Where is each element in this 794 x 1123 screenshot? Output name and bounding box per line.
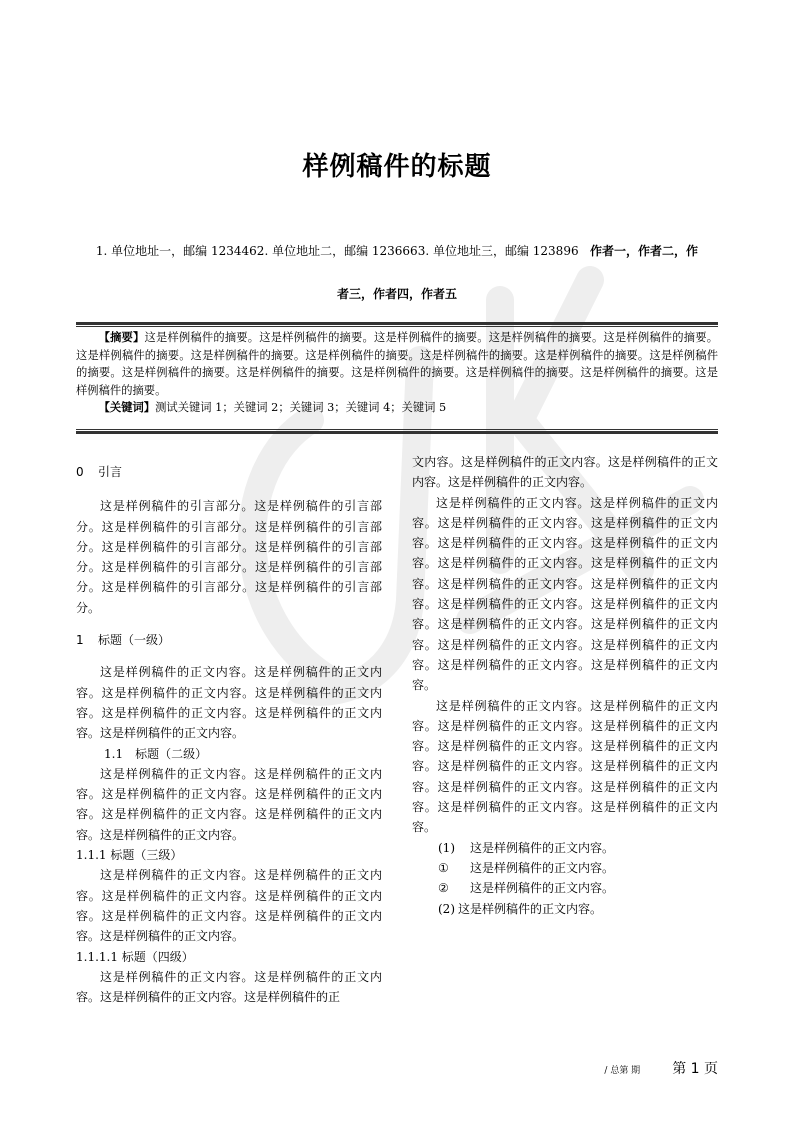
heading-number: 1 [76, 633, 84, 648]
affiliations: 1. 单位地址一，邮编 1234462. 单位地址二，邮编 1236663. 单位地址三，邮编 123896 [95, 244, 579, 258]
intro-paragraph: 这是样例稿件的引言部分。这是样例稿件的引言部分。这是样例稿件的引言部分。这是样例稿件的引言部分。这是样例稿件的引言部分。这是样例稿件的引言部分。这是样例稿件的引言部分。这是样例稿件的引言部分。这是样例稿件的引言部分。这是样例稿件的引言部分。 [76, 499, 382, 615]
heading-level-2: 1.1 标题（二级） [104, 746, 208, 761]
keywords-paragraph [76, 399, 718, 417]
heading-text: 引言 [98, 465, 123, 479]
list-marker: (2) [438, 901, 455, 916]
list-text: 这是样例稿件的正文内容。 [470, 881, 615, 896]
list-text: 这是样例稿件的正文内容。 [458, 901, 603, 916]
page-footer [604, 1058, 718, 1078]
abstract-paragraph [76, 329, 718, 399]
abstract-text: 这是样例稿件的摘要。这是样例稿件的摘要。这是样例稿件的摘要。这是样例稿件的摘要。这是样例稿件的摘要。这是样例稿件的摘要。这是样例稿件的摘要。这是样例稿件的摘要。这是样例稿件的摘要。这是样例稿件的摘要。这是样例稿件的摘要。这是样例稿件的摘要。这是样例稿件的摘要。这是样例稿件的摘要。这是样例稿件的摘要。这是样例稿件的摘要。这是样例稿件的摘要。 [76, 331, 718, 397]
heading-level-3: 1.1.1 标题（三级） [76, 848, 183, 863]
authors-line-1: 作者一，作者二，作 [590, 244, 699, 258]
heading-level-4: 1.1.1.1 标题（四级） [76, 949, 194, 964]
body-paragraph: 这是样例稿件的正文内容。这是样例稿件的正文内容。这是样例稿件的正文内容。这是样例稿件的正文内容。这是样例稿件的正文内容。这是样例稿件的正文内容。这是样例稿件的正文内容。这是样例稿件的正文内容。这是样例稿件的正文内容。这是样例稿件的正文内容。这是样例稿件的正文内容。这是样例稿件的正文内容。这是样例稿件的正文内容。这是样例稿件的正文内容。这是样例稿件的正文内容。这是样例稿件的正文内容。这是样例稿件的正文内容。这是样例稿件的正文内容。 [412, 495, 718, 693]
list-text: 这是样例稿件的正文内容。 [470, 840, 615, 855]
abstract-label: 【摘要】 [98, 331, 145, 344]
issue-info: / 总第 期 [604, 1066, 641, 1076]
authors-line-2: 者三，作者四，作者五 [336, 287, 457, 301]
list-marker: ① [438, 860, 449, 875]
list-item [412, 858, 718, 878]
body-paragraph: 这是样例稿件的正文内容。这是样例稿件的正文内容。这是样例稿件的正文内容。这是样例稿件的正 [76, 969, 382, 1005]
heading-number: 0 [76, 465, 84, 479]
list-item [412, 878, 718, 898]
left-column [76, 462, 382, 1007]
abstract-block [76, 329, 718, 417]
right-column [412, 452, 718, 919]
list-text: 这是样例稿件的正文内容。 [470, 860, 615, 875]
body-paragraph-continued: 文内容。这是样例稿件的正文内容。这是样例稿件的正文内容。这是样例稿件的正文内容。 [412, 455, 718, 490]
body-paragraph: 这是样例稿件的正文内容。这是样例稿件的正文内容。这是样例稿件的正文内容。这是样例稿件的正文内容。这是样例稿件的正文内容。这是样例稿件的正文内容。这是样例稿件的正文内容。这是样例稿件的正文内容。这是样例稿件的正文内容。这是样例稿件的正文内容。这是样例稿件的正文内容。这是样例稿件的正文内容。 [412, 698, 718, 835]
body-paragraph: 这是样例稿件的正文内容。这是样例稿件的正文内容。这是样例稿件的正文内容。这是样例稿件的正文内容。这是样例稿件的正文内容。这是样例稿件的正文内容。这是样例稿件的正文内容。 [76, 766, 382, 842]
list-marker: ② [438, 881, 449, 896]
heading-text: 标题（一级） [98, 633, 171, 648]
abstract-bottom-rule [76, 431, 718, 434]
affiliation-block [76, 230, 718, 316]
abstract-bottom-rule-thin [76, 429, 718, 430]
abstract-top-rule [76, 322, 718, 325]
list-item [412, 838, 718, 858]
heading-introduction [76, 462, 382, 482]
body-paragraph: 这是样例稿件的正文内容。这是样例稿件的正文内容。这是样例稿件的正文内容。这是样例稿件的正文内容。这是样例稿件的正文内容。这是样例稿件的正文内容。这是样例稿件的正文内容。 [76, 665, 382, 741]
keywords-label: 【关键词】 [98, 401, 156, 414]
paper-title: 样例稿件的标题 [302, 152, 492, 182]
list-marker: (1) [438, 840, 455, 855]
heading-level-1 [76, 630, 382, 650]
keywords-text: 测试关键词 1；关键词 2；关键词 3；关键词 4；关键词 5 [155, 401, 447, 414]
list-item [412, 899, 718, 919]
body-paragraph: 这是样例稿件的正文内容。这是样例稿件的正文内容。这是样例稿件的正文内容。这是样例稿件的正文内容。这是样例稿件的正文内容。这是样例稿件的正文内容。这是样例稿件的正文内容。 [76, 868, 382, 944]
page-number: 第 1 页 [672, 1061, 718, 1077]
abstract-top-rule-thin [76, 326, 718, 327]
